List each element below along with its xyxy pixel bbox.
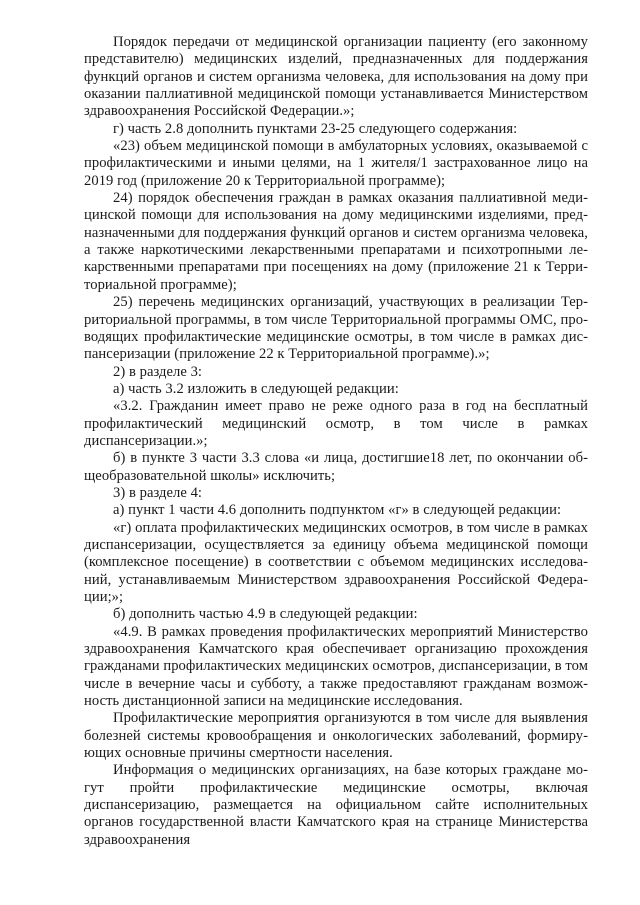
paragraph-part-3-2-text: «3.2. Гражданин имеет право не реже одного раза в год на бесплатный профилактический медицинский осмотр, в том числе в рамках диспансеризации.»; bbox=[84, 398, 588, 449]
paragraph-part-3-2-intro: а) часть 3.2 изложить в следующей редакции: bbox=[113, 380, 399, 397]
paragraph-part-4-6-text: «г) оплата профилактических медицинских осмотров, в том числе в рамках диспансеризации, осуществляется за единицу объема медицинской помощи (комплексное посещение) в соответствии с объемом медицинских исследований, устанавливаемым Министерством здравоохранения Российской Федерации;»; bbox=[84, 519, 588, 605]
paragraph-part-2-8: г) часть 2.8 дополнить пунктами 23-25 следующего содержания: bbox=[113, 120, 518, 137]
paragraph-prevention-measures: Профилактические мероприятия организуются в том числе для выявления болезней системы кровообращения и онкологических заболеваний, формирующих основные причины смертности населения. bbox=[84, 710, 588, 762]
document-page bbox=[84, 34, 588, 894]
paragraph-part-4-9-text: «4.9. В рамках проведения профилактических мероприятий Министерство здравоохранения Камчатского края обеспечивает организацию прохождения гражданами профилактических медицинских осмотров, диспансеризации, в том числе в вечерние часы и субботу, а также предоставляют гражданам возможность дистанционной записи на медицинские исследования. bbox=[84, 623, 588, 710]
paragraph-item-25: 25) перечень медицинских организаций, участвующих в реализации Территориальной программы, в том числе Территориальной программы ОМС, проводящих профилактические медицинские осмотры, в том числе в рамках диспансеризации (приложение 22 к Территориальной программе).»; bbox=[84, 294, 588, 363]
paragraph-item-23: «23) объем медицинской помощи в амбулаторных условиях, оказываемой с профилактическими и иными целями, на 1 жителя/1 застрахованное лицо на 2019 год (приложение 20 к Территориальной программе); bbox=[84, 138, 588, 189]
paragraph-part-4-6-intro: а) пункт 1 части 4.6 дополнить подпунктом «г» в следующей редакции: bbox=[113, 502, 562, 519]
paragraph-information: Информация о медицинских организациях, на базе которых граждане могут пройти профилактические медицинские осмотры, включая диспансеризацию, размещается на официальном сайте исполнительных органов государственной власти Камчатского края на странице Министерства здравоохранения bbox=[84, 762, 588, 848]
paragraph-section-3: 2) в разделе 3: bbox=[113, 363, 203, 380]
paragraph-transfer-procedure: Порядок передачи от медицинской организации пациенту (его законному представителю) медицинских изделий, предназначенных для поддержания функций органов и систем организма человека, для использования на дому при оказании паллиативной медицинской помощи устанавливается Министерством здравоохранения Российской Федерации.»; bbox=[84, 34, 588, 120]
paragraph-part-3-3: б) в пункте 3 части 3.3 слова «и лица, достигшие18 лет, по окончании общеобразовательной школы» исключить; bbox=[84, 450, 588, 484]
paragraph-part-4-9-intro: б) дополнить частью 4.9 в следующей редакции: bbox=[113, 606, 418, 623]
paragraph-section-4: 3) в разделе 4: bbox=[113, 484, 203, 501]
paragraph-item-24: 24) порядок обеспечения граждан в рамках оказания паллиативной медицинской помощи для использования на дому медицинскими изделиями, предназначенными для поддержания функций органов и систем организма человека, а также наркотическими лекарственными препаратами и психотропными лекарственными препаратами при посещениях на дому (приложение 21 к Территориальной программе); bbox=[84, 190, 588, 293]
